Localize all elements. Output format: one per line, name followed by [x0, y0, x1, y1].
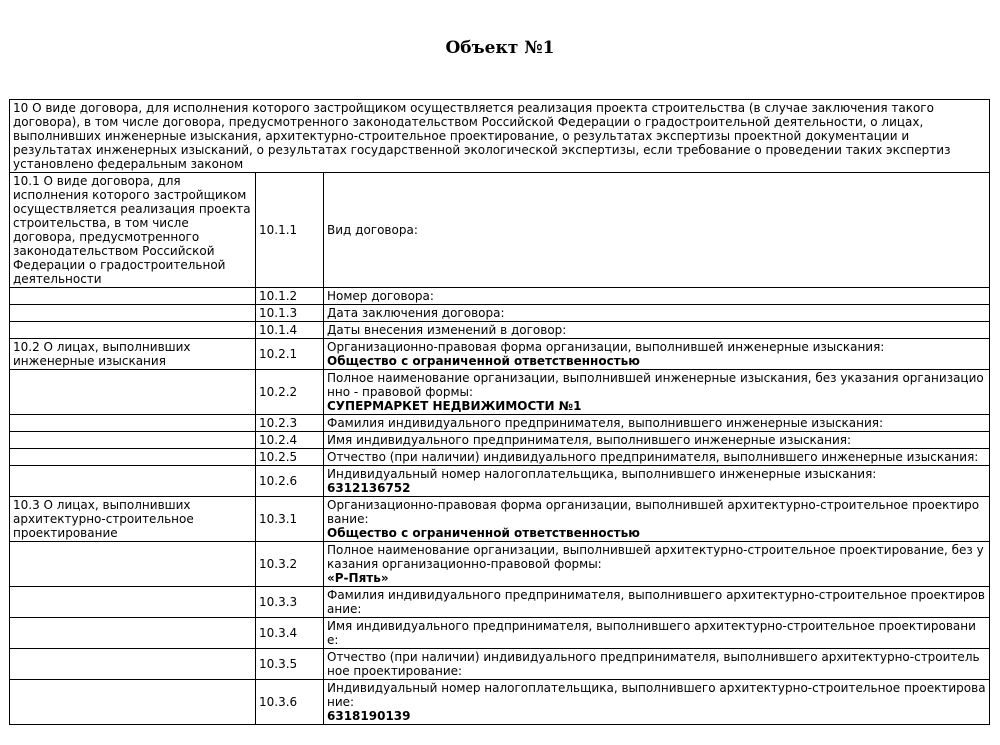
- content-cell: [324, 649, 990, 680]
- section-cell: [10, 587, 256, 618]
- code-cell: 10.2.4: [256, 432, 324, 449]
- section-cell: 10.3 О лицах, выполнивших архитектурно-строительное проектирование: [10, 497, 256, 542]
- field-label: Индивидуальный номер налогоплательщика, выполнившего инженерные изыскания:: [327, 467, 877, 481]
- code-cell: 10.2.6: [256, 466, 324, 497]
- table-row: [10, 173, 990, 288]
- section-cell: [10, 449, 256, 466]
- content-cell: [324, 497, 990, 542]
- field-label: Имя индивидуального предпринимателя, выполнившего архитектурно-строительное проектирование:: [327, 619, 976, 647]
- field-label: Номер договора:: [327, 289, 434, 303]
- section-cell: [10, 680, 256, 725]
- section-cell: [10, 542, 256, 587]
- field-label: Даты внесения изменений в договор:: [327, 323, 567, 337]
- section-cell: [10, 618, 256, 649]
- code-cell: 10.2.3: [256, 415, 324, 432]
- field-label: Имя индивидуального предпринимателя, выполнившего инженерные изыскания:: [327, 433, 852, 447]
- code-cell: 10.1.4: [256, 322, 324, 339]
- section-cell: 10.2 О лицах, выполнивших инженерные изыскания: [10, 339, 256, 370]
- field-value: СУПЕРМАРКЕТ НЕДВИЖИМОСТИ №1: [327, 399, 582, 413]
- field-label: Отчество (при наличии) индивидуального предпринимателя, выполнившего инженерные изыскания:: [327, 450, 979, 464]
- section-cell: 10.1 О виде договора, для исполнения которого застройщиком осуществляется реализация проекта строительства, в том числе договора, предусмотренного законодательством Российской Федерации о градостроительной деятельности: [10, 173, 256, 288]
- field-value: 6318190139: [327, 709, 411, 723]
- table-row: [10, 680, 990, 725]
- section-cell: [10, 432, 256, 449]
- table-row: [10, 542, 990, 587]
- field-value: «Р-Пять»: [327, 571, 389, 585]
- section-cell: [10, 305, 256, 322]
- section-cell: [10, 370, 256, 415]
- field-label: Фамилия индивидуального предпринимателя, выполнившего инженерные изыскания:: [327, 416, 884, 430]
- table-row: [10, 497, 990, 542]
- field-label: Вид договора:: [327, 223, 418, 237]
- table-row: [10, 449, 990, 466]
- table-row: [10, 288, 990, 305]
- table-row: [10, 305, 990, 322]
- content-cell: [324, 618, 990, 649]
- field-label: Индивидуальный номер налогоплательщика, выполнившего архитектурно-строительное проектирование:: [327, 681, 986, 709]
- section-cell: [10, 288, 256, 305]
- content-cell: [324, 339, 990, 370]
- table-row: [10, 618, 990, 649]
- section-10-header-row: [10, 100, 990, 173]
- table-row: [10, 649, 990, 680]
- table-row: [10, 466, 990, 497]
- content-cell: [324, 322, 990, 339]
- section-cell: [10, 322, 256, 339]
- code-cell: 10.3.3: [256, 587, 324, 618]
- field-label: Фамилия индивидуального предпринимателя, выполнившего архитектурно-строительное проектирование:: [327, 588, 985, 616]
- table-row: [10, 432, 990, 449]
- section-10-note: 10 О виде договора, для исполнения которого застройщиком осуществляется реализация проекта строительства (в случае заключения такого договора), в том числе договора, предусмотренного законодательством Российской Федерации о градостроительной деятельности, о лицах, выполнивших инженерные изыскания, архитектурно-строительное проектирование, о результатах экспертизы проектной документации и результатах инженерных изысканий, о результатах государственной экологической экспертизы, если требование о проведении таких экспертиз установлено федеральным законом: [10, 100, 990, 173]
- field-label: Отчество (при наличии) индивидуального предпринимателя, выполнившего архитектурно-строительное проектирование:: [327, 650, 980, 678]
- section-cell: [10, 649, 256, 680]
- section-cell: [10, 466, 256, 497]
- field-value: Общество с ограниченной ответственностью: [327, 526, 640, 540]
- page-title: Объект №1: [445, 38, 555, 58]
- table-row: [10, 587, 990, 618]
- field-label: Организационно-правовая форма организации, выполнившей инженерные изыскания:: [327, 340, 885, 354]
- code-cell: 10.2.5: [256, 449, 324, 466]
- field-value: 6312136752: [327, 481, 411, 495]
- code-cell: 10.2.2: [256, 370, 324, 415]
- code-cell: 10.1.3: [256, 305, 324, 322]
- field-label: Полное наименование организации, выполнившей архитектурно-строительное проектирование, без указания организационно-правовой формы:: [327, 543, 984, 571]
- code-cell: 10.2.1: [256, 339, 324, 370]
- field-label: Организационно-правовая форма организации, выполнившей архитектурно-строительное проектирование:: [327, 498, 980, 526]
- code-cell: 10.3.1: [256, 497, 324, 542]
- content-cell: [324, 415, 990, 432]
- table-body: [10, 100, 990, 725]
- table-row: [10, 370, 990, 415]
- code-cell: 10.3.2: [256, 542, 324, 587]
- content-cell: [324, 680, 990, 725]
- table-row: [10, 415, 990, 432]
- content-cell: [324, 173, 990, 288]
- field-value: Общество с ограниченной ответственностью: [327, 354, 640, 368]
- content-cell: [324, 587, 990, 618]
- content-cell: [324, 288, 990, 305]
- field-label: Полное наименование организации, выполнившей инженерные изыскания, без указания организационно - правовой формы:: [327, 371, 984, 399]
- code-cell: 10.1.1: [256, 173, 324, 288]
- content-cell: [324, 466, 990, 497]
- content-cell: [324, 542, 990, 587]
- content-cell: [324, 449, 990, 466]
- project-declaration-table: [9, 99, 990, 725]
- code-cell: 10.3.6: [256, 680, 324, 725]
- code-cell: 10.3.4: [256, 618, 324, 649]
- table-row: [10, 322, 990, 339]
- code-cell: 10.3.5: [256, 649, 324, 680]
- section-cell: [10, 415, 256, 432]
- code-cell: 10.1.2: [256, 288, 324, 305]
- content-cell: [324, 370, 990, 415]
- table-row: [10, 339, 990, 370]
- content-cell: [324, 305, 990, 322]
- content-cell: [324, 432, 990, 449]
- field-label: Дата заключения договора:: [327, 306, 505, 320]
